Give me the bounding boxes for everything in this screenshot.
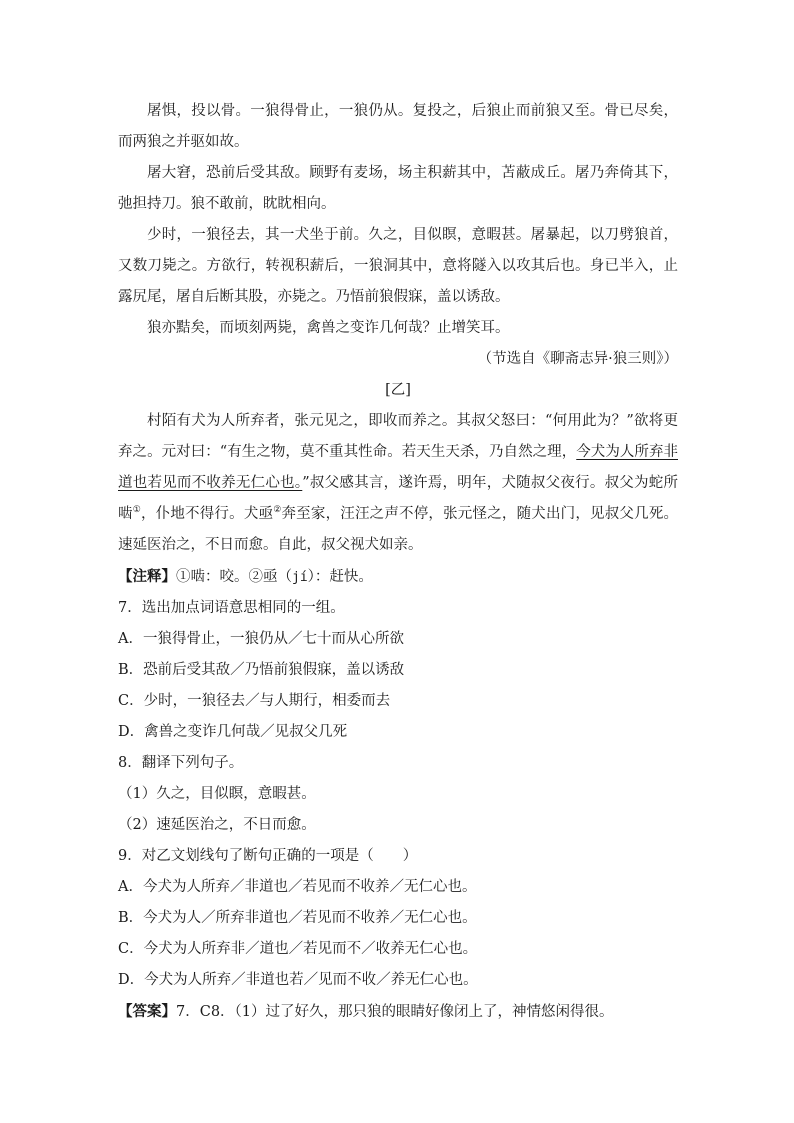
jia-paragraph-3: 少时，一狼径去，其一犬坐于前。久之，目似瞑，意暇甚。屠暴起，以刀劈狼首，又数刀毙之。方欲行，转视积薪后，一狼洞其中，意将隧入以攻其后也。身已半入，止露尻尾，屠自后断其股，亦毙之。乃悟前狼假寐，盖以诱敌。 xyxy=(118,227,678,305)
notes-line xyxy=(118,561,678,593)
note-1: ①啮：咬。 xyxy=(176,569,249,585)
answer-line xyxy=(118,996,678,1028)
document-content xyxy=(118,96,678,1028)
q7-option-d: D．禽兽之变诈几何哉／见叔父几死 xyxy=(118,724,348,740)
jia-paragraph-1: 屠惧，投以骨。一狼得骨止，一狼仍从。复投之，后狼止而前狼又至。骨已尽矣，而两狼之并驱如故。 xyxy=(118,103,678,150)
notes-label: 【注释】 xyxy=(118,568,176,585)
q9-option-b: B．今犬为人／所弃非道也／若见而不收养／无仁心也。 xyxy=(118,910,477,926)
yi-heading: [乙] xyxy=(385,382,411,398)
q8-item-2: （2）速延医治之，不日而愈。 xyxy=(118,817,316,833)
note-2-post: ）：赶快。 xyxy=(307,569,373,585)
yi-text-part2: ”叔父感其言，遂许焉，明年，犬随叔父夜行。叔父为蛇所啮 xyxy=(118,475,678,522)
q9-option-a: A．今犬为人所弃／非道也／若见而不收养／无仁心也。 xyxy=(118,879,477,895)
question-9: 9．对乙文划线句了断句正确的一项是（ ） xyxy=(118,848,418,864)
q7-option-b: B．恐前后受其敌／乃悟前狼假寐，盖以诱敌 xyxy=(118,662,405,678)
question-8: 8．翻译下列句子。 xyxy=(118,755,244,771)
jia-paragraph-2: 屠大窘，恐前后受其敌。顾野有麦场，场主积薪其中，苫蔽成丘。屠乃奔倚其下，弛担持刀。狼不敢前，眈眈相向。 xyxy=(118,165,678,212)
question-7: 7．选出加点词语意思相同的一组。 xyxy=(118,600,345,616)
jia-source: （节选自《聊斋志异·狼三则》） xyxy=(477,351,678,367)
q9-option-c: C．今犬为人所弃非／道也／若见而不／收养无仁心也。 xyxy=(118,941,478,957)
yi-paragraph xyxy=(118,406,678,561)
yi-underlined-sentence: 今犬为人所弃非道也若见而不收养无仁心也。 xyxy=(118,444,678,491)
q8-item-1: （1）久之，目似瞑，意暇甚。 xyxy=(118,786,316,802)
q7-option-c: C．少时，一狼径去／与人期行，相委而去 xyxy=(118,693,391,709)
q9-option-d: D．今犬为人所弃／非道也若／见而不收／养无仁心也。 xyxy=(118,972,478,988)
answer-label: 【答案】 xyxy=(118,1003,176,1020)
jia-paragraph-4: 狼亦黠矣，而顷刻两毙，禽兽之变诈几何哉？止增笑耳。 xyxy=(147,320,510,336)
q7-option-a: A．一狼得骨止，一狼仍从／七十而从心所欲 xyxy=(118,631,404,647)
note-ref-1: ① xyxy=(132,505,141,516)
yi-text-part3: ，仆地不得行。犬亟 xyxy=(140,506,274,522)
yi-text-part1: 村陌有犬为人所弃者，张元见之，即收而养之。其叔父怒曰：“何用此为？”欲将更弃之。元对曰：“有生之物，莫不重其性命。若天生天杀，乃自然之理， xyxy=(118,413,678,460)
note-2-pinyin: jí xyxy=(292,570,308,585)
yi-text-part4: 奔至家，汪汪之声不停，张元怪之，随犬出门，见叔父几死。速延医治之，不日而愈。自此，叔父视犬如亲。 xyxy=(118,506,679,553)
note-2-pre: ②亟（ xyxy=(248,569,292,585)
note-ref-2: ② xyxy=(273,505,282,516)
answer-text: 7．C8．（1）过了好久，那只狼的眼睛好像闭上了，神情悠闲得很。 xyxy=(176,1004,614,1020)
